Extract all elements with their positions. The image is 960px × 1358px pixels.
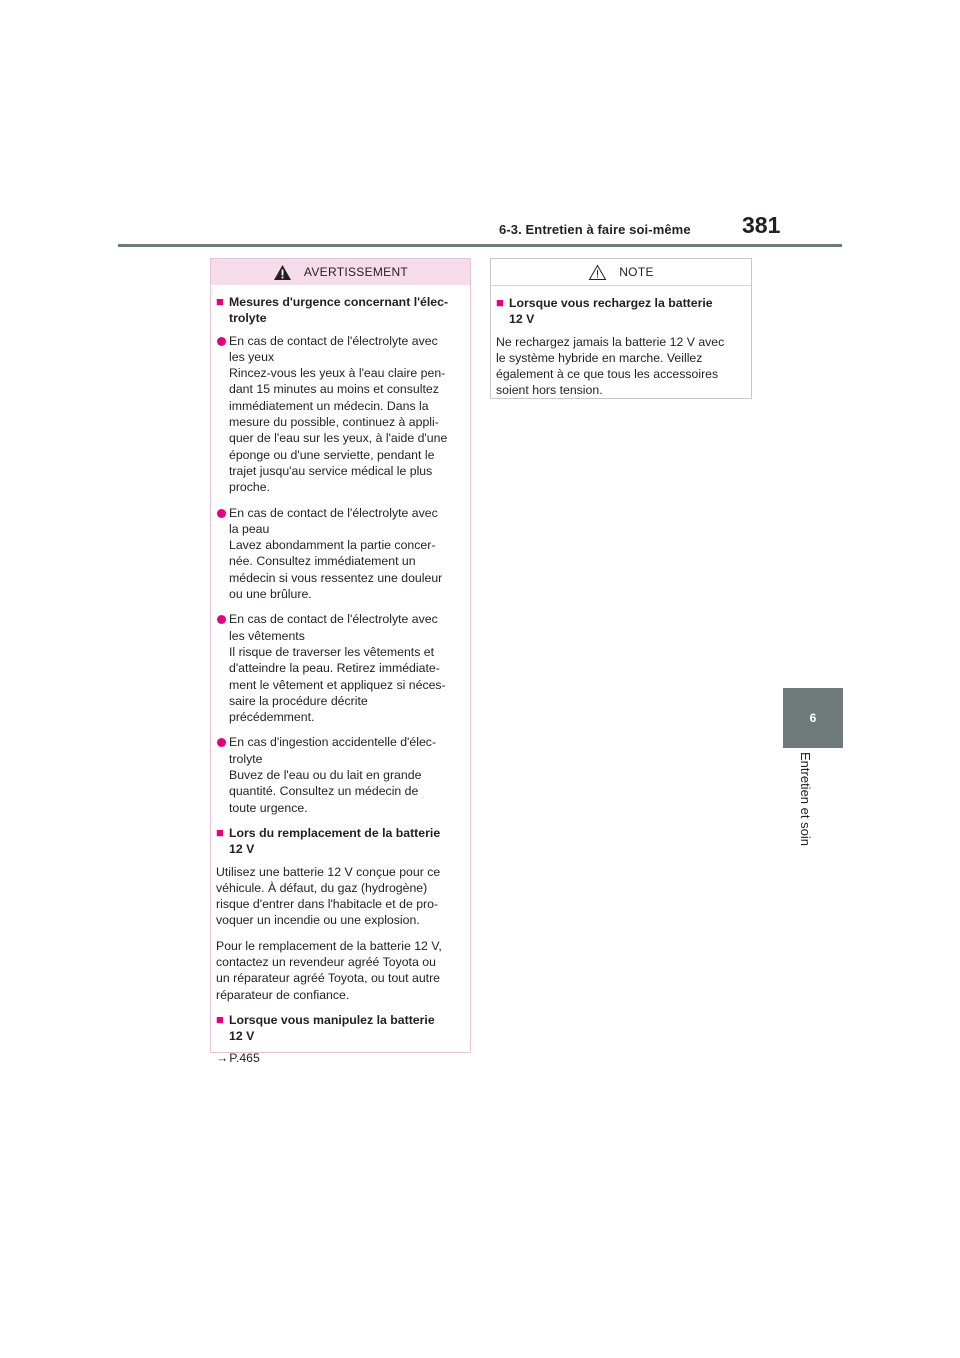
warning-header — [211, 259, 470, 285]
list-item — [216, 611, 465, 725]
chapter-label: Entretien et soin — [798, 752, 813, 846]
warning-triangle-icon — [273, 264, 292, 281]
section-heading-text: Lors du remplacement de la batterie 12 V — [229, 825, 441, 857]
circle-bullet-icon — [216, 333, 229, 496]
note-box — [490, 258, 752, 399]
section-heading-text: Mesures d'urgence concernant l'élec- trolyte — [229, 295, 449, 326]
circle-bullet-icon — [216, 734, 229, 815]
note-title: NOTE — [619, 265, 654, 279]
circle-bullet-icon — [216, 505, 229, 603]
note-body — [491, 286, 751, 399]
list-item-text: En cas de contact de l'électrolyte avec les vêtements Il risque de traverser les vêtements et d'atteindre la peau. Retirez immédiate- ment le vêtement et appliquez si néces- saire la procédure décrite précédemment. — [229, 612, 446, 725]
note-triangle-outline-icon — [588, 264, 607, 281]
section-title: 6-3. Entretien à faire soi-même — [499, 222, 691, 237]
page-reference-text: P.465 — [229, 1051, 260, 1066]
section-heading-text: Lorsque vous rechargez la batterie 12 V — [509, 296, 713, 327]
chapter-number: 6 — [809, 711, 817, 725]
warning-title: AVERTISSEMENT — [303, 265, 409, 279]
section-heading-text: Lorsque vous manipulez la batterie 12 V — [229, 1012, 435, 1044]
reference-arrow-icon: → — [216, 1051, 229, 1066]
paragraph: Utilisez une batterie 12 V conçue pour ce véhicule. À défaut, du gaz (hydrogène) risque d'entrer dans l'habitacle et de pro- voquer un incendie ou une explosion. — [216, 864, 441, 928]
warning-box — [210, 258, 471, 1066]
page-reference-link[interactable] — [216, 1050, 465, 1066]
section-heading — [216, 1012, 465, 1045]
square-bullet-icon: ■ — [216, 824, 224, 840]
warning-body — [211, 285, 470, 1067]
paragraph: Ne rechargez jamais la batterie 12 V avec le système hybride en marche. Veillez également à ce que tous les accessoires soient hors tension. — [496, 334, 725, 398]
section-heading — [216, 294, 465, 327]
list-item-text: En cas de contact de l'électrolyte avec les yeux Rincez-vous les yeux à l'eau claire pen- dant 15 minutes au moins et consultez immédiatement un médecin. Dans la mesure du possible, continuez à appli- quer de l'eau sur les yeux, à l'aide d'une éponge ou d'une serviette, pendant le trajet jusqu'au service médical le plus proche. — [229, 333, 448, 495]
section-heading — [496, 295, 746, 328]
header-rule — [118, 244, 842, 247]
circle-bullet-icon — [216, 611, 229, 725]
square-bullet-icon: ■ — [216, 1011, 224, 1027]
square-bullet-icon: ■ — [496, 295, 504, 310]
list-item — [216, 734, 465, 815]
list-item — [216, 333, 465, 496]
list-item-text: En cas de contact de l'électrolyte avec la peau Lavez abondamment la partie concer- née. Consultez immédiatement un médecin si vous ressentez une douleur ou une brûlure. — [229, 505, 443, 602]
list-item-text: En cas d'ingestion accidentelle d'élec- trolyte Buvez de l'eau ou du lait en grande quantité. Consultez un médecin de toute urgence. — [229, 735, 437, 815]
square-bullet-icon: ■ — [216, 294, 224, 309]
section-heading — [216, 825, 465, 858]
note-header — [491, 259, 751, 286]
chapter-tab[interactable] — [783, 688, 843, 748]
paragraph: Pour le remplacement de la batterie 12 V, contactez un revendeur agréé Toyota ou un réparateur agréé Toyota, ou tout autre réparateur de confiance. — [216, 938, 442, 1002]
page-number: 381 — [742, 212, 781, 238]
list-item — [216, 505, 465, 603]
